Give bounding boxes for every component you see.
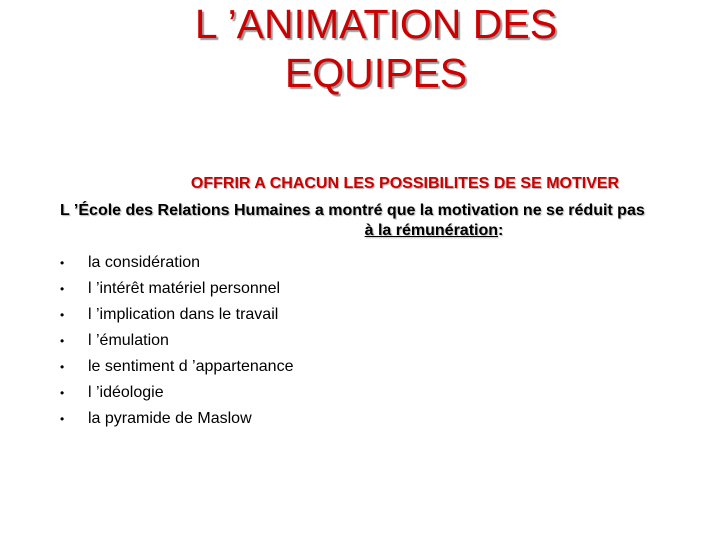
list-item-text: la pyramide de Maslow — [88, 410, 252, 427]
list-item-text: l ’implication dans le travail — [88, 306, 279, 323]
bullet-icon: • — [60, 282, 65, 296]
list-item — [60, 354, 293, 380]
slide-title-line-2: EQUIPES — [284, 50, 468, 96]
list-item — [60, 406, 293, 432]
list-item-text: la considération — [88, 254, 201, 271]
intro-line-2 — [60, 221, 720, 241]
bullet-icon: • — [60, 412, 65, 426]
list-item-text: le sentiment d ’appartenance — [88, 358, 294, 375]
list-item-text: l ’intérêt matériel personnel — [88, 280, 281, 297]
list-item — [60, 328, 293, 354]
list-item — [60, 380, 293, 406]
bullet-icon: • — [60, 308, 65, 322]
intro-colon: : — [498, 222, 504, 239]
bullet-icon: • — [60, 386, 65, 400]
list-item-text: l ’émulation — [88, 332, 169, 349]
list-item — [60, 250, 293, 276]
slide-title — [0, 0, 720, 98]
intro-underlined-phrase: à la rémunération — [364, 222, 499, 239]
list-item-text: l ’idéologie — [88, 384, 164, 401]
bullet-icon: • — [60, 360, 65, 374]
bullet-icon: • — [60, 256, 65, 270]
bullet-icon: • — [60, 334, 65, 348]
slide-subtitle: OFFRIR A CHACUN LES POSSIBILITES DE SE MOTIVER — [190, 175, 620, 192]
slide-title-line-1: L ’ANIMATION DES — [194, 1, 558, 47]
intro-paragraph — [60, 201, 720, 241]
list-item — [60, 276, 293, 302]
list-item — [60, 302, 293, 328]
bullet-list — [60, 250, 293, 432]
intro-line-1: L ’École des Relations Humaines a montré que la motivation ne se réduit pas — [60, 202, 645, 219]
